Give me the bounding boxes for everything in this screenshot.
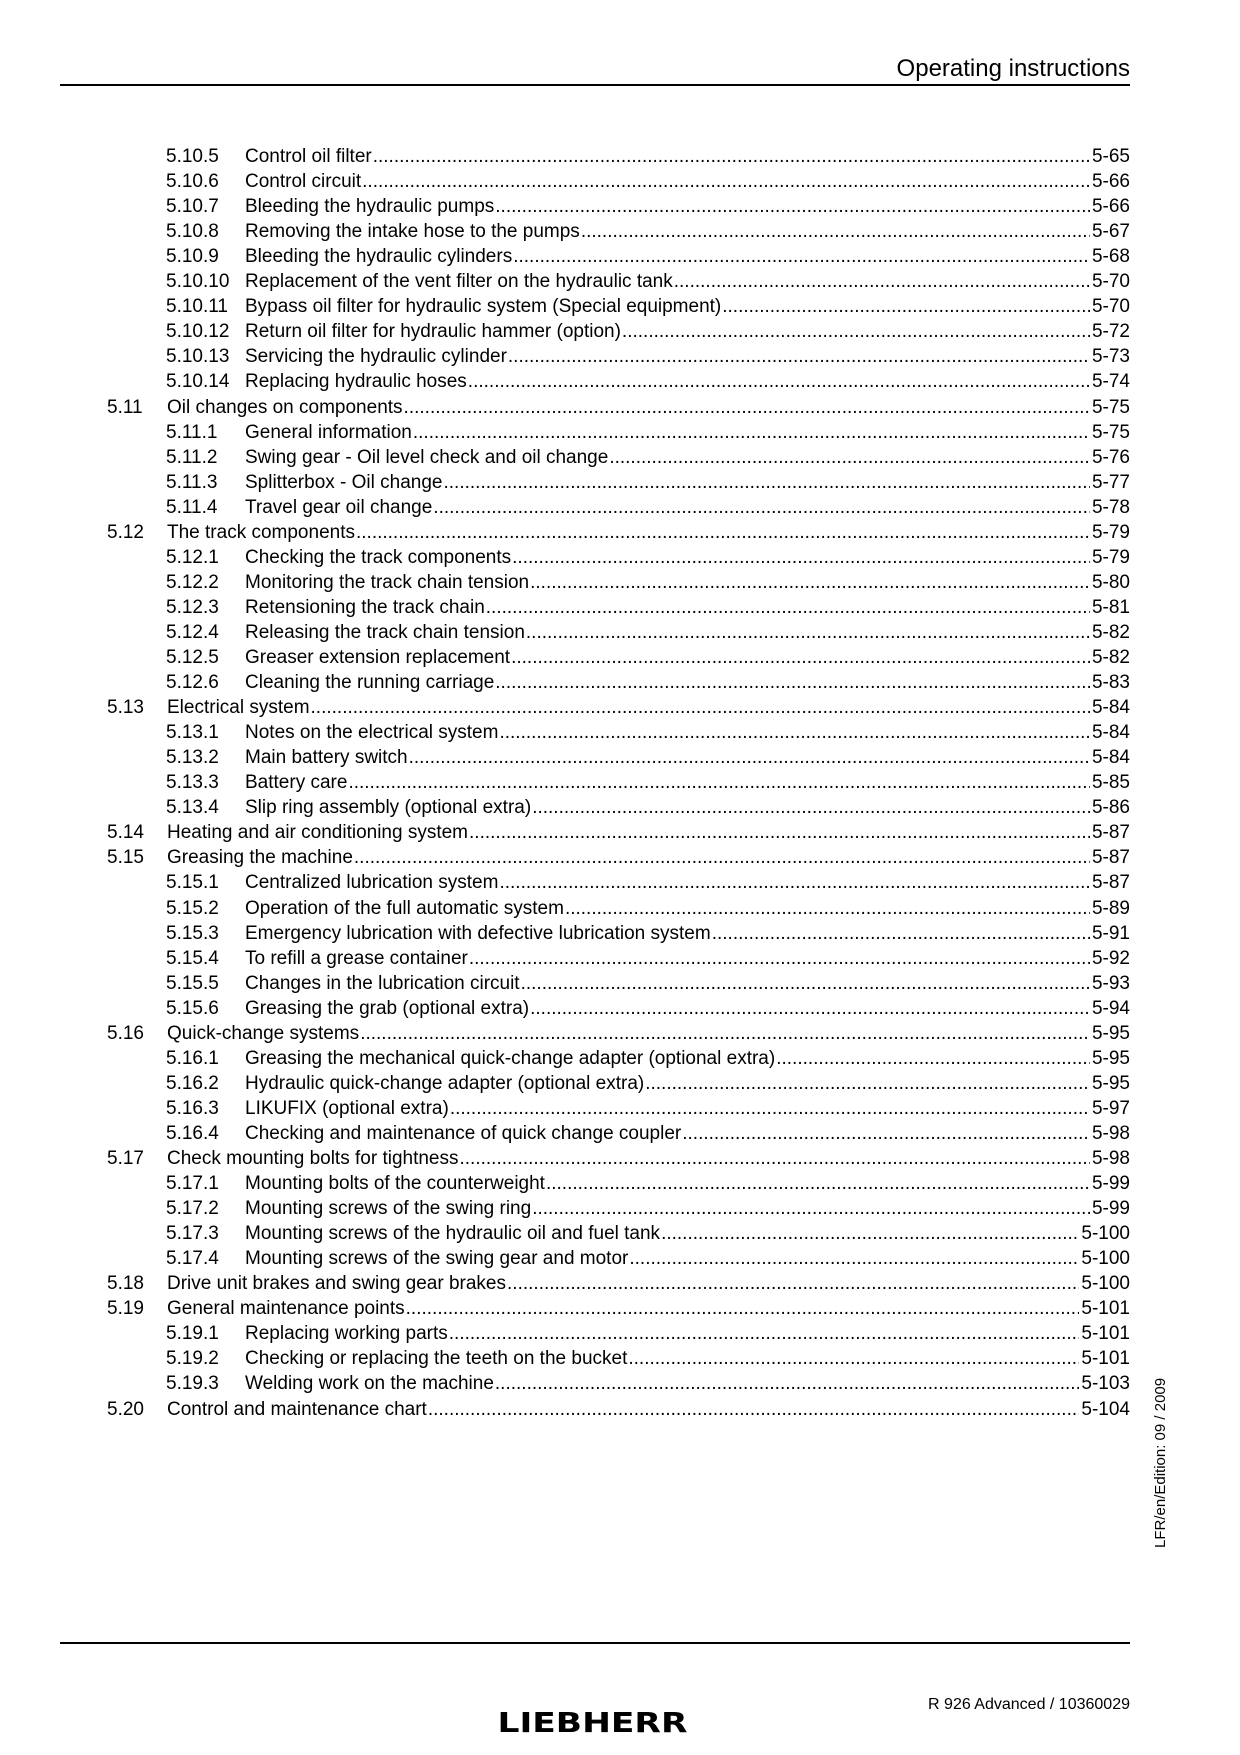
toc-entry-page: 5-78: [1091, 496, 1130, 518]
toc-entry-page: 5-82: [1091, 647, 1130, 668]
toc-dot-leader: [469, 820, 1090, 845]
toc-entry-title: Main battery switch: [245, 747, 408, 769]
toc-entry-page: 5-77: [1091, 471, 1130, 493]
toc-entry-title: Slip ring assembly (optional extra): [245, 797, 532, 819]
toc-entry-title: Electrical system: [167, 697, 310, 719]
toc-dot-leader: [468, 369, 1090, 394]
toc-entry[interactable]: [166, 921, 1130, 946]
toc-entry[interactable]: [166, 1071, 1130, 1096]
toc-entry-number: 5.12.1: [166, 546, 219, 568]
toc-dot-leader: [486, 595, 1090, 620]
toc-entry-title: Battery care: [245, 772, 348, 794]
toc-entry-title: Check mounting bolts for tightness: [167, 1148, 459, 1169]
toc-entry-page: 5-99: [1091, 1173, 1130, 1195]
toc-entry-number: 5.10.11: [166, 296, 228, 318]
toc-entry-page: 5-95: [1091, 1047, 1130, 1069]
edition-note: LFR/en/Edition: 09 / 2009: [1152, 1377, 1169, 1548]
toc-entry[interactable]: [107, 695, 1130, 720]
toc-entry-title: General maintenance points: [167, 1298, 405, 1320]
toc-entry[interactable]: [166, 645, 1130, 670]
document-reference: R 926 Advanced / 10360029: [928, 1696, 1130, 1713]
toc-entry-page: 5-84: [1091, 747, 1130, 769]
toc-entry-number: 5.19.2: [166, 1348, 219, 1370]
toc-entry-number: 5.11.4: [166, 496, 218, 518]
toc-entry-page: 5-100: [1081, 1248, 1130, 1270]
toc-entry-number: 5.10.5: [166, 146, 219, 167]
toc-entry-title: Operation of the full automatic system: [245, 897, 564, 919]
toc-entry[interactable]: [166, 545, 1130, 570]
toc-entry[interactable]: [166, 1371, 1130, 1396]
toc-entry-number: 5.19: [107, 1298, 144, 1320]
toc-entry-title: Releasing the track chain tension: [245, 621, 525, 643]
toc-entry-number: 5.15: [107, 847, 144, 869]
toc-entry-page: 5-101: [1081, 1323, 1130, 1345]
toc-dot-leader: [521, 971, 1090, 996]
toc-entry-page: 5-85: [1091, 772, 1130, 794]
toc-entry-title: Monitoring the track chain tension: [245, 571, 530, 593]
toc-entry-title: Mounting bolts of the counterweight: [245, 1173, 545, 1195]
toc-entry-title: Checking and maintenance of quick change coupler: [245, 1122, 682, 1144]
toc-entry-page: 5-83: [1091, 672, 1130, 694]
toc-entry[interactable]: [107, 1021, 1130, 1046]
toc-entry[interactable]: [166, 219, 1130, 244]
toc-entry-number: 5.15.3: [166, 922, 219, 944]
toc-entry-number: 5.15.6: [166, 997, 219, 1019]
toc-entry-number: 5.17.2: [166, 1198, 219, 1220]
toc-entry[interactable]: [166, 971, 1130, 996]
toc-entry[interactable]: [107, 845, 1130, 870]
toc-entry-number: 5.15.1: [166, 872, 219, 894]
toc-entry-number: 5.12.6: [166, 672, 219, 694]
toc-entry[interactable]: [166, 420, 1130, 445]
toc-entry-number: 5.19.1: [166, 1323, 219, 1345]
toc-entry[interactable]: [166, 1246, 1130, 1271]
toc-dot-leader: [495, 1371, 1079, 1396]
toc-entry-page: 5-65: [1091, 146, 1130, 167]
toc-entry[interactable]: [166, 946, 1130, 971]
toc-entry[interactable]: [166, 996, 1130, 1021]
toc-entry-page: 5-98: [1091, 1122, 1130, 1144]
toc-entry-number: 5.13.1: [166, 722, 219, 744]
toc-dot-leader: [469, 946, 1090, 971]
toc-dot-leader: [722, 294, 1090, 319]
toc-entry-number: 5.12.3: [166, 596, 219, 618]
toc-entry-number: 5.10.12: [166, 321, 230, 343]
toc-dot-leader: [629, 1246, 1079, 1271]
toc-entry-title: General information: [245, 421, 412, 443]
toc-dot-leader: [532, 1196, 1090, 1221]
toc-entry-title: Removing the intake hose to the pumps: [245, 221, 580, 243]
toc-entry-title: Changes in the lubrication circuit: [245, 972, 520, 994]
toc-entry-page: 5-75: [1091, 396, 1130, 418]
toc-entry-title: Control and maintenance chart: [167, 1398, 427, 1420]
toc-entry-page: 5-95: [1091, 1022, 1130, 1044]
toc-entry[interactable]: [166, 1121, 1130, 1146]
toc-dot-leader: [428, 1397, 1080, 1422]
toc-entry[interactable]: [166, 870, 1130, 895]
toc-entry-page: 5-87: [1091, 872, 1130, 894]
header-rule: [60, 84, 1130, 86]
toc-entry-number: 5.11: [107, 396, 143, 418]
toc-entry-page: 5-104: [1081, 1398, 1130, 1420]
toc-dot-leader: [682, 1121, 1090, 1146]
toc-entry-number: 5.10.8: [166, 221, 219, 243]
toc-entry-number: 5.10.13: [166, 346, 230, 368]
toc-dot-leader: [499, 870, 1090, 895]
toc-entry-page: 5-92: [1091, 947, 1130, 969]
page-header-title: Operating instructions: [896, 55, 1130, 82]
toc-entry-title: Quick-change systems: [167, 1022, 360, 1044]
toc-entry[interactable]: [107, 520, 1130, 545]
toc-entry-page: 5-81: [1091, 596, 1130, 618]
toc-dot-leader: [526, 620, 1090, 645]
toc-entry-page: 5-93: [1091, 972, 1130, 994]
toc-entry-number: 5.10.7: [166, 196, 219, 218]
toc-entry[interactable]: [166, 144, 1130, 169]
toc-entry-page: 5-79: [1091, 521, 1130, 543]
toc-dot-leader: [495, 670, 1090, 695]
toc-entry-title: Cleaning the running carriage: [245, 672, 495, 694]
toc-entry[interactable]: [166, 244, 1130, 269]
toc-entry-title: Swing gear - Oil level check and oil change: [245, 446, 609, 468]
toc-entry-title: Greaser extension replacement: [245, 647, 511, 668]
toc-entry-title: Mounting screws of the hydraulic oil and fuel tank: [245, 1223, 661, 1245]
toc-entry-number: 5.13: [107, 697, 144, 719]
toc-entry-page: 5-68: [1091, 246, 1130, 268]
toc-entry-title: Hydraulic quick-change adapter (optional extra): [245, 1072, 645, 1094]
toc-entry-page: 5-73: [1091, 346, 1130, 368]
toc-entry-title: Return oil filter for hydraulic hammer (option): [245, 321, 621, 343]
toc-dot-leader: [406, 1296, 1080, 1321]
toc-dot-leader: [495, 194, 1090, 219]
toc-entry-page: 5-101: [1081, 1298, 1130, 1320]
toc-dot-leader: [512, 545, 1090, 570]
toc-entry-page: 5-82: [1091, 621, 1130, 643]
toc-entry-page: 5-100: [1081, 1273, 1130, 1295]
toc-dot-leader: [413, 420, 1090, 445]
toc-dot-leader: [362, 169, 1090, 194]
toc-dot-leader: [354, 845, 1090, 870]
toc-entry-number: 5.16.2: [166, 1072, 219, 1094]
toc-entry-page: 5-87: [1091, 847, 1130, 869]
toc-entry[interactable]: [107, 395, 1130, 420]
toc-entry[interactable]: [166, 495, 1130, 520]
toc-dot-leader: [622, 319, 1090, 344]
toc-dot-leader: [530, 996, 1090, 1021]
toc-dot-leader: [661, 1221, 1079, 1246]
toc-entry-number: 5.17.4: [166, 1248, 219, 1270]
toc-entry-title: Greasing the machine: [167, 847, 353, 869]
toc-dot-leader: [645, 1071, 1090, 1096]
toc-entry[interactable]: [166, 1221, 1130, 1246]
toc-entry-page: 5-74: [1091, 371, 1130, 393]
toc-entry[interactable]: [166, 470, 1130, 495]
toc-entry[interactable]: [166, 319, 1130, 344]
toc-entry[interactable]: [166, 795, 1130, 820]
toc-entry-page: 5-67: [1091, 221, 1130, 243]
toc-dot-leader: [507, 1271, 1079, 1296]
toc-entry-number: 5.16: [107, 1022, 144, 1044]
toc-entry-number: 5.18: [107, 1273, 144, 1295]
toc-entry-number: 5.10.10: [166, 271, 230, 293]
toc-entry[interactable]: [166, 1046, 1130, 1071]
toc-entry[interactable]: [166, 1096, 1130, 1121]
toc-entry[interactable]: [166, 294, 1130, 319]
toc-entry-number: 5.13.4: [166, 797, 219, 819]
toc-dot-leader: [433, 495, 1090, 520]
toc-dot-leader: [409, 745, 1090, 770]
toc-entry[interactable]: [166, 745, 1130, 770]
toc-dot-leader: [311, 695, 1090, 720]
toc-entry[interactable]: [107, 820, 1130, 845]
toc-dot-leader: [628, 1346, 1079, 1371]
toc-entry-page: 5-66: [1091, 171, 1130, 193]
toc-entry-title: Checking or replacing the teeth on the bucket: [245, 1348, 628, 1370]
toc-entry-page: 5-99: [1091, 1198, 1130, 1220]
toc-entry-title: To refill a grease container: [245, 947, 468, 969]
toc-entry-title: Drive unit brakes and swing gear brakes: [167, 1273, 507, 1295]
toc-entry-number: 5.15.5: [166, 972, 219, 994]
toc-entry-title: Greasing the mechanical quick-change adapter (optional extra): [245, 1047, 776, 1069]
toc-entry-number: 5.10.9: [166, 246, 219, 268]
toc-entry-number: 5.14: [107, 822, 144, 844]
toc-dot-leader: [511, 645, 1090, 670]
toc-entry-title: Emergency lubrication with defective lubrication system: [245, 922, 711, 944]
footer-rule: [60, 1642, 1130, 1644]
toc-entry-number: 5.11.3: [166, 471, 218, 493]
toc-entry-page: 5-70: [1091, 296, 1130, 318]
liebherr-logo-text: LIEBHERR: [497, 1707, 688, 1737]
toc-entry[interactable]: [166, 445, 1130, 470]
toc-entry-page: 5-89: [1091, 897, 1130, 919]
toc-dot-leader: [360, 1021, 1090, 1046]
toc-entry-page: 5-80: [1091, 571, 1130, 593]
toc-entry[interactable]: [166, 369, 1130, 394]
toc-entry-page: 5-84: [1091, 697, 1130, 719]
toc-entry-page: 5-101: [1081, 1348, 1130, 1370]
toc-entry[interactable]: [107, 1146, 1130, 1171]
toc-entry[interactable]: [166, 570, 1130, 595]
toc-dot-leader: [674, 269, 1090, 294]
toc-entry-title: Bypass oil filter for hydraulic system (Special equipment): [245, 296, 722, 318]
toc-entry-title: The track components: [167, 521, 355, 543]
toc-entry-page: 5-100: [1081, 1223, 1130, 1245]
toc-entry-number: 5.17.3: [166, 1223, 219, 1245]
toc-entry-title: Splitterbox - Oil change: [245, 471, 443, 493]
toc-entry[interactable]: [166, 720, 1130, 745]
toc-entry-title: Welding work on the machine: [245, 1373, 494, 1395]
toc-entry-title: Replacing working parts: [245, 1323, 448, 1345]
toc-entry-page: 5-87: [1091, 822, 1130, 844]
toc-entry-number: 5.15.4: [166, 947, 219, 969]
toc-entry-number: 5.10.6: [166, 171, 219, 193]
toc-dot-leader: [348, 770, 1090, 795]
toc-dot-leader: [581, 219, 1090, 244]
toc-entry-page: 5-103: [1081, 1373, 1130, 1395]
toc-entry[interactable]: [166, 169, 1130, 194]
toc-entry[interactable]: [166, 595, 1130, 620]
toc-entry-number: 5.10.14: [166, 371, 230, 393]
toc-entry[interactable]: [166, 344, 1130, 369]
toc-dot-leader: [532, 795, 1090, 820]
toc-entry-number: 5.11.2: [166, 446, 218, 468]
toc-entry-title: Mounting screws of the swing gear and motor: [245, 1248, 629, 1270]
toc-dot-leader: [712, 921, 1090, 946]
toc-entry-page: 5-98: [1091, 1148, 1130, 1169]
toc-entry-page: 5-70: [1091, 271, 1130, 293]
toc-entry-number: 5.11.1: [166, 421, 218, 443]
toc-entry-page: 5-72: [1091, 321, 1130, 343]
toc-entry-title: Checking the track components: [245, 546, 512, 568]
toc-entry-number: 5.17.1: [166, 1173, 219, 1195]
toc-entry[interactable]: [107, 1296, 1130, 1321]
toc-entry-title: Greasing the grab (optional extra): [245, 997, 530, 1019]
toc-entry-page: 5-97: [1091, 1097, 1130, 1119]
toc-dot-leader: [373, 144, 1090, 169]
toc-entry-page: 5-86: [1091, 797, 1130, 819]
toc-entry[interactable]: [166, 269, 1130, 294]
toc-entry-number: 5.13.3: [166, 772, 219, 794]
toc-dot-leader: [444, 470, 1090, 495]
toc-entry-page: 5-79: [1091, 546, 1130, 568]
toc-entry-title: Replacement of the vent filter on the hydraulic tank: [245, 271, 673, 293]
toc-entry-page: 5-84: [1091, 722, 1130, 744]
toc-entry[interactable]: [166, 770, 1130, 795]
toc-entry-number: 5.16.3: [166, 1097, 219, 1119]
toc-entry-title: Heating and air conditioning system: [167, 822, 469, 844]
toc-entry-number: 5.12.2: [166, 571, 219, 593]
toc-entry[interactable]: [166, 620, 1130, 645]
toc-dot-leader: [609, 445, 1090, 470]
toc-entry[interactable]: [166, 1346, 1130, 1371]
toc-entry[interactable]: [166, 194, 1130, 219]
toc-entry[interactable]: [107, 1397, 1130, 1422]
toc-entry-number: 5.16.4: [166, 1122, 219, 1144]
toc-entry[interactable]: [107, 1271, 1130, 1296]
toc-entry-title: Mounting screws of the swing ring: [245, 1198, 532, 1220]
toc-dot-leader: [776, 1046, 1090, 1071]
toc-entry-number: 5.15.2: [166, 897, 219, 919]
toc-entry-title: Notes on the electrical system: [245, 722, 499, 744]
toc-entry[interactable]: [166, 1171, 1130, 1196]
toc-entry-title: Control oil filter: [245, 146, 372, 167]
toc-entry-title: Bleeding the hydraulic pumps: [245, 196, 495, 218]
toc-entry-page: 5-75: [1091, 421, 1130, 443]
toc-entry[interactable]: [166, 1321, 1130, 1346]
toc-entry[interactable]: [166, 896, 1130, 921]
toc-dot-leader: [460, 1146, 1090, 1171]
toc-entry-page: 5-66: [1091, 196, 1130, 218]
toc-dot-leader: [546, 1171, 1090, 1196]
toc-entry-title: Control circuit: [245, 171, 362, 193]
toc-dot-leader: [513, 244, 1090, 269]
toc-dot-leader: [530, 570, 1090, 595]
liebherr-logo: [495, 1707, 690, 1737]
toc-entry-title: Retensioning the track chain: [245, 596, 485, 618]
toc-entry-number: 5.12: [107, 521, 144, 543]
toc-entry[interactable]: [166, 1196, 1130, 1221]
toc-entry-title: Servicing the hydraulic cylinder: [245, 346, 507, 368]
toc-dot-leader: [356, 520, 1090, 545]
toc-entry-page: 5-91: [1091, 922, 1130, 944]
toc-dot-leader: [565, 896, 1090, 921]
toc-entry-number: 5.16.1: [166, 1047, 219, 1069]
toc-dot-leader: [499, 720, 1090, 745]
toc-dot-leader: [404, 395, 1090, 420]
toc-entry-title: LIKUFIX (optional extra): [245, 1097, 449, 1119]
toc-entry[interactable]: [166, 670, 1130, 695]
toc-entry-title: Replacing hydraulic hoses: [245, 371, 467, 393]
toc-entry-title: Oil changes on components: [167, 396, 403, 418]
toc-entry-number: 5.12.5: [166, 647, 219, 668]
toc-entry-number: 5.17: [107, 1148, 144, 1169]
toc-entry-number: 5.13.2: [166, 747, 219, 769]
toc-entry-page: 5-76: [1091, 446, 1130, 468]
toc-entry-page: 5-94: [1091, 997, 1130, 1019]
toc-entry-number: 5.19.3: [166, 1373, 219, 1395]
toc-entry-page: 5-95: [1091, 1072, 1130, 1094]
toc-entry-title: Bleeding the hydraulic cylinders: [245, 246, 513, 268]
toc-dot-leader: [508, 344, 1090, 369]
toc-entry-number: 5.20: [107, 1398, 144, 1420]
toc-entry-title: Travel gear oil change: [245, 496, 433, 518]
toc-entry-title: Centralized lubrication system: [245, 872, 499, 894]
toc-dot-leader: [449, 1321, 1080, 1346]
toc-entry-number: 5.12.4: [166, 621, 219, 643]
toc-dot-leader: [450, 1096, 1090, 1121]
